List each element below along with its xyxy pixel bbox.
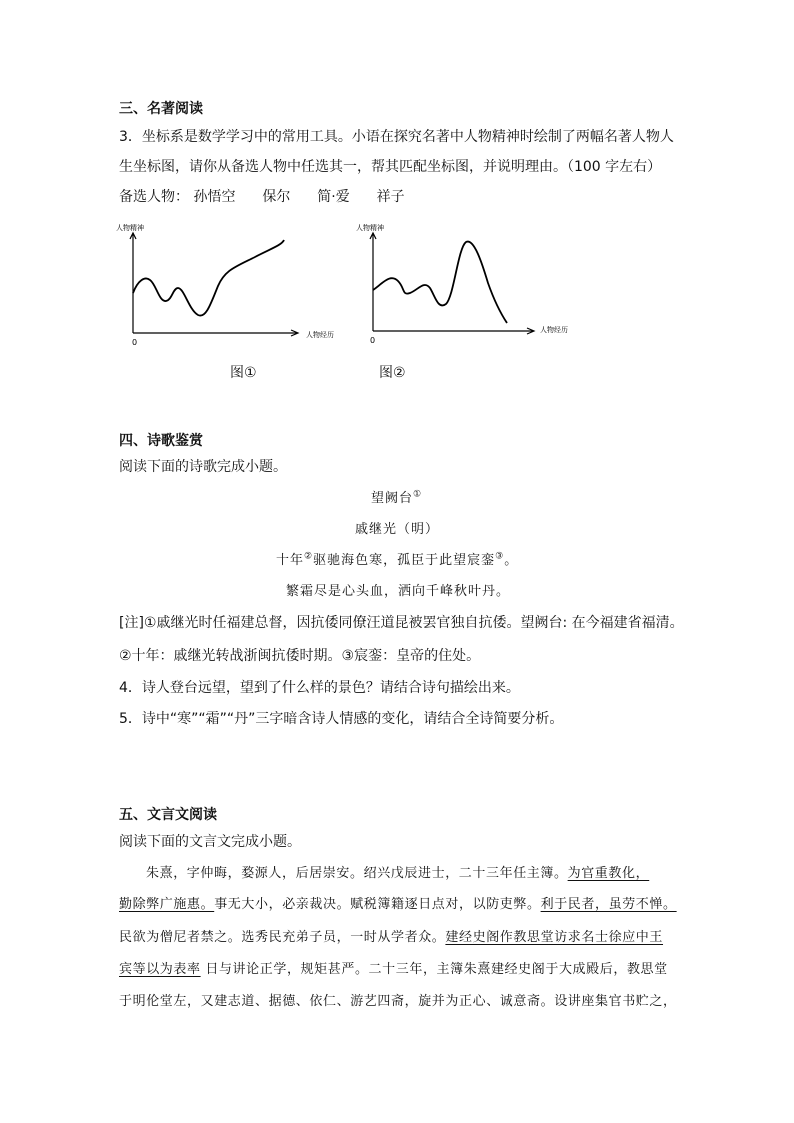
poem-line-1-a: 十年	[276, 553, 305, 568]
classical-underlined: 建经史阁作教思堂访求名士徐应中王	[445, 930, 664, 945]
chart-2	[350, 218, 590, 353]
question-4: 4．诗人登台远望，望到了什么样的景色？请结合诗句描绘出来。	[119, 680, 520, 696]
classical-underlined: 勤除弊广施惠。	[119, 897, 215, 912]
classical-underlined: 利于民者，虽劳不惮。	[540, 897, 677, 912]
poetry-intro: 阅读下面的诗歌完成小题。	[119, 459, 287, 475]
classical-line-1	[146, 862, 649, 881]
chart-2-caption: 图②	[379, 365, 406, 381]
chart-1-caption: 图①	[230, 365, 257, 381]
section-heading-poetry: 四、诗歌鉴赏	[119, 433, 203, 449]
classical-line-4	[119, 958, 668, 977]
footnote-marker: ①	[413, 489, 423, 500]
chart-1-ylabel: 人物精神	[116, 224, 144, 232]
poem-line-1-c: 。	[504, 553, 519, 568]
poem-note-2: ②十年：戚继光转战浙闽抗倭时期。③宸銮：皇帝的住处。	[119, 648, 481, 664]
classical-text: 事无大小，必亲裁决。赋税簿籍逐日点对，以防吏弊。	[214, 897, 541, 912]
chart-1-xlabel: 人物经历	[306, 331, 334, 339]
candidates-line	[119, 186, 405, 206]
classical-intro: 阅读下面的文言文完成小题。	[119, 834, 301, 850]
chart-1-curve	[133, 240, 284, 316]
classical-text: 民欲为僧尼者禁之。选秀民充弟子员，一时从学者众。	[119, 930, 446, 945]
question-3-line-2: 生坐标图，请你从备选人物中任选其一，帮其匹配坐标图，并说明理由。（100 字左右）	[119, 159, 662, 175]
chart-1	[110, 218, 350, 353]
section-heading-classical: 五、文言文阅读	[119, 807, 217, 823]
candidate-name: 孙悟空	[193, 189, 236, 205]
poem-line-2: 繁霜尽是心头血，洒向千峰秋叶丹。	[286, 584, 511, 599]
classical-underlined: 为官重教化，	[567, 866, 650, 881]
question-3-line-1: 3．坐标系是数学学习中的常用工具。小语在探究名著中人物精神时绘制了两幅名著人物人	[119, 129, 674, 145]
poem-line-1	[276, 549, 518, 568]
poem-author: 戚继光（明）	[355, 522, 440, 537]
chart-2-xlabel: 人物经历	[540, 326, 568, 334]
poem-line-1-b: 驱驰海色寒，孤臣于此望宸銮	[313, 553, 496, 568]
candidate-name: 简·爱	[317, 189, 350, 205]
candidates-label: 备选人物：	[119, 189, 189, 205]
footnote-marker: ②	[304, 551, 314, 562]
chart-2-origin: 0	[370, 336, 376, 345]
chart-2-ylabel: 人物精神	[356, 224, 384, 232]
poem-title-text: 望阙台	[371, 491, 414, 506]
chart-1-origin: 0	[132, 338, 138, 347]
section-heading-mingzhu: 三、名著阅读	[119, 101, 203, 117]
classical-line-5: 于明伦堂左，又建志道、据德、依仁、游艺四斋，旋并为正心、诚意斋。设讲座集官书贮之，	[119, 994, 677, 1009]
question-5: 5．诗中“寒”“霜”“丹”三字暗含诗人情感的变化，请结合全诗简要分析。	[119, 711, 564, 727]
footnote-marker: ③	[495, 551, 505, 562]
chart-2-curve	[373, 242, 507, 323]
classical-line-3	[119, 926, 663, 945]
classical-text: 日与讲论正学，规矩甚严。二十三年，主簿朱熹建经史阁于大成殿后，教思堂	[200, 962, 668, 977]
classical-line-2	[119, 893, 677, 912]
candidate-name: 保尔	[262, 189, 291, 205]
poem-title	[371, 487, 422, 506]
classical-underlined: 宾等以为表率	[119, 962, 201, 977]
poem-note-1: [注]①戚继光时任福建总督，因抗倭同僚汪道昆被罢官独自抗倭。望阙台: 在今福建省福清。	[119, 615, 684, 631]
candidate-name: 祥子	[376, 189, 405, 205]
classical-text: 朱熹，字仲晦，婺源人，后居崇安。绍兴戊辰进士，二十三年任主簿。	[146, 866, 568, 881]
